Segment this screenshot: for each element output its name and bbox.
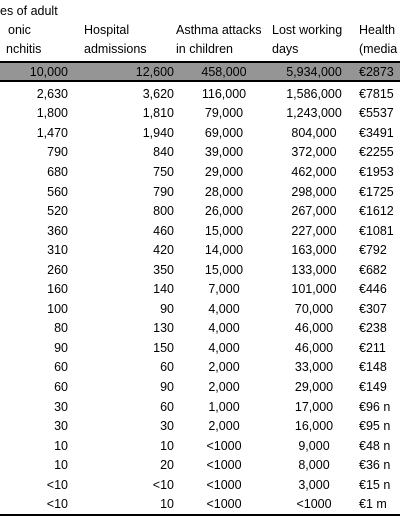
table-cell: 150 xyxy=(153,340,174,355)
table-cell: 310 xyxy=(47,243,68,258)
header-lost-days-line1: Lost working xyxy=(272,23,343,37)
table-cell: 1,586,000 xyxy=(286,86,342,101)
table-cell: 46,000 xyxy=(294,340,334,355)
table-cell: 160 xyxy=(47,282,68,297)
table-cell: 2,630 xyxy=(36,86,68,101)
table-cell: 69,000 xyxy=(204,125,244,140)
table-cell: €149 xyxy=(359,380,387,395)
table-cell: €148 xyxy=(359,360,387,375)
table-row xyxy=(0,84,400,104)
header-col0-line1: es of adult xyxy=(0,4,58,18)
table-cell: 79,000 xyxy=(204,106,244,121)
table-cell: 7,000 xyxy=(208,282,240,297)
table-cell: 90 xyxy=(160,301,174,316)
table-cell: 29,000 xyxy=(294,380,334,395)
table-cell: 133,000 xyxy=(291,262,337,277)
table-cell: €3491 xyxy=(359,125,394,140)
table-cell: <1000 xyxy=(206,438,242,453)
table-cell: €36 n xyxy=(359,458,391,473)
table-row xyxy=(0,338,400,358)
table-cell: 130 xyxy=(153,321,174,336)
table-row xyxy=(0,201,400,221)
header-lost-days-line2: days xyxy=(272,42,299,56)
table-cell: <1000 xyxy=(206,497,242,512)
table-cell: 227,000 xyxy=(291,223,337,238)
table-cell: 10 xyxy=(160,438,174,453)
table-cell: 520 xyxy=(47,204,68,219)
table-row xyxy=(0,143,400,163)
table-cell: 2,000 xyxy=(208,380,240,395)
total-cell: 12,600 xyxy=(135,64,174,79)
table-cell: 30 xyxy=(54,399,68,414)
table-cell: 8,000 xyxy=(298,458,330,473)
total-cell: 5,934,000 xyxy=(286,64,342,79)
table-cell: <10 xyxy=(46,477,68,492)
table-row xyxy=(0,436,400,456)
table-cell: 804,000 xyxy=(291,125,337,140)
table-cell: €96 n xyxy=(359,399,391,414)
table-cell: 560 xyxy=(47,184,68,199)
header-col0-line2: onic xyxy=(8,23,31,37)
table-row xyxy=(0,260,400,280)
table-cell: 10 xyxy=(160,497,174,512)
table-cell: 30 xyxy=(160,419,174,434)
table-cell: 90 xyxy=(160,380,174,395)
table-row xyxy=(0,358,400,378)
table-cell: 680 xyxy=(47,164,68,179)
table-cell: 372,000 xyxy=(291,145,337,160)
header-hospital-line2: admissions xyxy=(84,42,147,56)
table-cell: 1,000 xyxy=(208,399,240,414)
table-cell: €15 n xyxy=(359,477,391,492)
table-cell: 70,000 xyxy=(294,301,334,316)
table-row xyxy=(0,240,400,260)
table-cell: 116,000 xyxy=(201,86,247,101)
table-cell: 4,000 xyxy=(208,321,240,336)
table-cell: 420 xyxy=(153,243,174,258)
table-cell: 60 xyxy=(160,360,174,375)
table-cell: 15,000 xyxy=(204,262,244,277)
table-cell: <1000 xyxy=(296,497,332,512)
header-col0-line3: nchitis xyxy=(6,42,42,56)
total-cell: €2873 xyxy=(359,64,394,79)
table-cell: 20 xyxy=(160,458,174,473)
table-cell: 260 xyxy=(47,262,68,277)
table-cell: 26,000 xyxy=(204,204,244,219)
table-cell: 4,000 xyxy=(208,301,240,316)
table-cell: 4,000 xyxy=(208,340,240,355)
table-cell: 80 xyxy=(54,321,68,336)
table-row xyxy=(0,104,400,124)
table-cell: 790 xyxy=(47,145,68,160)
table-row xyxy=(0,162,400,182)
table-cell: 28,000 xyxy=(204,184,244,199)
table-row xyxy=(0,475,400,495)
table-cell: €1953 xyxy=(359,164,394,179)
table-cell: 1,243,000 xyxy=(286,106,342,121)
table-cell: 298,000 xyxy=(291,184,337,199)
total-cell: 458,000 xyxy=(201,64,247,79)
table-cell: 60 xyxy=(160,399,174,414)
table-cell: 3,620 xyxy=(142,86,174,101)
table-row xyxy=(0,416,400,436)
table-cell: €792 xyxy=(359,243,387,258)
total-row xyxy=(0,61,400,82)
table-cell: €1612 xyxy=(359,204,394,219)
table-cell: 460 xyxy=(153,223,174,238)
table-cell: 360 xyxy=(47,223,68,238)
table-cell: 840 xyxy=(153,145,174,160)
table-row xyxy=(0,455,400,475)
table-cell: 60 xyxy=(54,360,68,375)
table-cell: 350 xyxy=(153,262,174,277)
table-cell: 30 xyxy=(54,419,68,434)
table-cell: 163,000 xyxy=(291,243,337,258)
header-health-line2: (media xyxy=(359,42,398,56)
table-cell: 15,000 xyxy=(204,223,244,238)
table-cell: <1000 xyxy=(206,477,242,492)
table-cell: €2255 xyxy=(359,145,394,160)
table-cell: €48 n xyxy=(359,438,391,453)
table-cell: €5537 xyxy=(359,106,394,121)
table-cell: 39,000 xyxy=(204,145,244,160)
table-row xyxy=(0,123,400,143)
header-asthma-line2: in children xyxy=(176,42,233,56)
table-cell: 1,810 xyxy=(142,106,174,121)
table-cell: 29,000 xyxy=(204,164,244,179)
table-cell: <1000 xyxy=(206,458,242,473)
total-cell: 10,000 xyxy=(29,64,68,79)
table-row xyxy=(0,319,400,339)
table-cell: €1081 xyxy=(359,223,394,238)
header-hospital-line1: Hospital xyxy=(84,23,130,37)
table-cell: 9,000 xyxy=(298,438,330,453)
table-cell: 1,940 xyxy=(142,125,174,140)
table-cell: €95 n xyxy=(359,419,391,434)
table-cell: 2,000 xyxy=(208,419,240,434)
table-cell: 462,000 xyxy=(291,164,337,179)
table-cell: 100 xyxy=(47,301,68,316)
table-cell: €307 xyxy=(359,301,387,316)
table-cell: 10 xyxy=(54,438,68,453)
table-cell: €238 xyxy=(359,321,387,336)
table-row xyxy=(0,221,400,241)
table-cell: €1725 xyxy=(359,184,394,199)
table-cell: 101,000 xyxy=(291,282,337,297)
table-cell: 14,000 xyxy=(204,243,244,258)
table-row xyxy=(0,377,400,397)
table-header xyxy=(0,0,400,60)
table-cell: 60 xyxy=(54,380,68,395)
table-cell: €7815 xyxy=(359,86,394,101)
table-row xyxy=(0,495,400,515)
header-health-line1: Health xyxy=(359,23,396,37)
table-row xyxy=(0,299,400,319)
table-cell: 750 xyxy=(153,164,174,179)
table-cell: 800 xyxy=(153,204,174,219)
table-cell: 790 xyxy=(153,184,174,199)
table-cell: 2,000 xyxy=(208,360,240,375)
table-cell: €211 xyxy=(359,340,386,355)
table-cell: €446 xyxy=(359,282,387,297)
table-cell: <10 xyxy=(46,497,68,512)
table-cell: €682 xyxy=(359,262,387,277)
table-row xyxy=(0,280,400,300)
table-cell: <10 xyxy=(152,477,174,492)
table-cell: 16,000 xyxy=(294,419,334,434)
table-cell: 10 xyxy=(54,458,68,473)
table-cell: 33,000 xyxy=(294,360,334,375)
table-cell: 3,000 xyxy=(298,477,330,492)
header-asthma-line1: Asthma attacks xyxy=(176,23,262,37)
table-row xyxy=(0,397,400,417)
table-cell: 267,000 xyxy=(291,204,337,219)
table-cell: 140 xyxy=(153,282,174,297)
table-cell: 1,800 xyxy=(36,106,68,121)
table-cell: 46,000 xyxy=(294,321,334,336)
table-cell: 90 xyxy=(54,340,68,355)
table-cell: €1 m xyxy=(359,497,387,512)
table-row xyxy=(0,182,400,202)
table-cell: 17,000 xyxy=(294,399,334,414)
table-cell: 1,470 xyxy=(36,125,68,140)
